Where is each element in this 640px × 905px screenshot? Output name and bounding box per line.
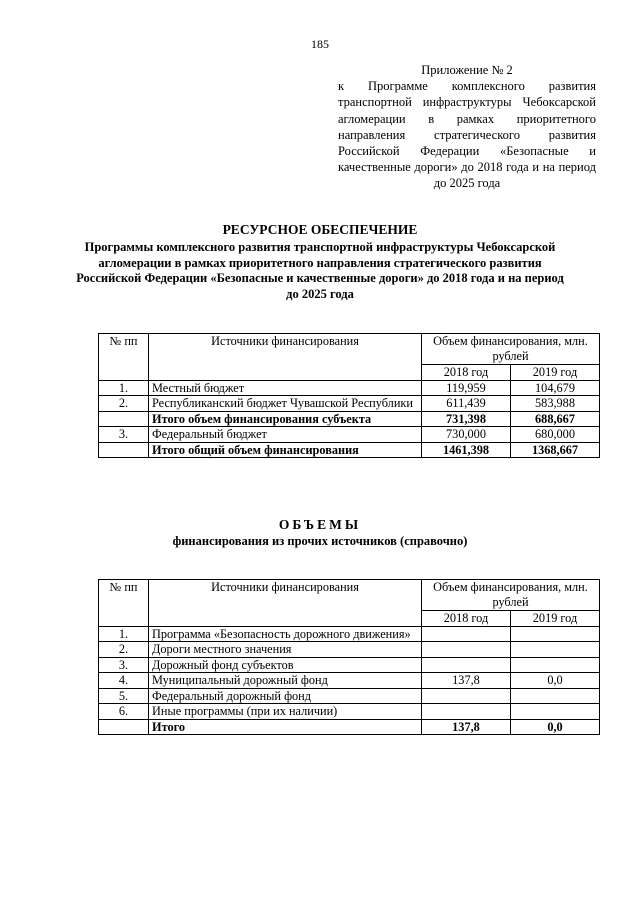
- value-2019-cell: [511, 657, 600, 673]
- value-2019-cell: 583,988: [511, 396, 600, 412]
- row-number-cell: 2.: [99, 642, 149, 658]
- table1-subtitle: Программы комплексного развития транспортной инфраструктуры Чебоксарской агломерации в рамках приоритетного направления стратегического развития Российской Федерации «Безопасные и качественные дороги» до 2018 года и на период до 2025 года: [76, 240, 564, 301]
- table-row: [99, 380, 600, 396]
- table-row: [99, 626, 600, 642]
- table-header-row: [99, 580, 600, 611]
- value-2018-cell: 731,398: [422, 411, 511, 427]
- value-2018-cell: 1461,398: [422, 442, 511, 458]
- value-2019-cell: 680,000: [511, 427, 600, 443]
- value-2019-cell: 0,0: [511, 673, 600, 689]
- source-cell: Местный бюджет: [149, 380, 422, 396]
- table-header-row: [99, 334, 600, 365]
- value-2019-cell: 104,679: [511, 380, 600, 396]
- value-2018-cell: 137,8: [422, 719, 511, 735]
- source-cell: Итого объем финансирования субъекта: [149, 411, 422, 427]
- row-number-cell: 2.: [99, 396, 149, 412]
- row-number-cell: [99, 442, 149, 458]
- page-number: 185: [311, 37, 329, 51]
- resource-table-body: [99, 334, 600, 458]
- value-2019-cell: 0,0: [511, 719, 600, 735]
- value-2019-cell: [511, 626, 600, 642]
- row-number-cell: 5.: [99, 688, 149, 704]
- row-number-cell: 6.: [99, 704, 149, 720]
- other-sources-table: [98, 579, 600, 735]
- value-2018-cell: 611,439: [422, 396, 511, 412]
- source-cell: Федеральный бюджет: [149, 427, 422, 443]
- resource-table: [98, 333, 600, 458]
- value-2019-cell: 1368,667: [511, 442, 600, 458]
- value-2018-cell: [422, 657, 511, 673]
- value-2018-cell: [422, 626, 511, 642]
- appendix-title: Приложение № 2: [421, 63, 513, 77]
- source-cell: Федеральный дорожный фонд: [149, 688, 422, 704]
- value-2019-cell: [511, 704, 600, 720]
- col-header-num: № пп: [99, 580, 149, 627]
- table-row: [99, 673, 600, 689]
- value-2019-cell: [511, 642, 600, 658]
- source-cell: Дорожный фонд субъектов: [149, 657, 422, 673]
- col-header-volume: Объем финансирования, млн. рублей: [422, 580, 600, 611]
- table-row: [99, 719, 600, 735]
- table-row: [99, 688, 600, 704]
- row-number-cell: 1.: [99, 626, 149, 642]
- source-cell: Итого общий объем финансирования: [149, 442, 422, 458]
- source-cell: Программа «Безопасность дорожного движения»: [149, 626, 422, 642]
- source-cell: Муниципальный дорожный фонд: [149, 673, 422, 689]
- table-row: [99, 657, 600, 673]
- appendix-note: [338, 62, 596, 192]
- row-number-cell: 3.: [99, 657, 149, 673]
- col-header-volume: Объем финансирования, млн. рублей: [422, 334, 600, 365]
- appendix-body: к Программе комплексного развития транспортной инфраструктуры Чебоксарской агломерации в рамках приоритетного направления стратегического развития Российской Федерации «Безопасные и качественные дороги» до 2018 года и на период до 2025 года: [338, 79, 596, 191]
- value-2018-cell: [422, 642, 511, 658]
- col-header-num: № пп: [99, 334, 149, 381]
- table-row: [99, 411, 600, 427]
- col-header-source: Источники финансирования: [149, 334, 422, 381]
- col-header-source: Источники финансирования: [149, 580, 422, 627]
- row-number-cell: 3.: [99, 427, 149, 443]
- col-header-2019: 2019 год: [511, 611, 600, 627]
- source-cell: Республиканский бюджет Чувашской Республики: [149, 396, 422, 412]
- table-row: [99, 427, 600, 443]
- table1-title: РЕСУРСНОЕ ОБЕСПЕЧЕНИЕ: [222, 222, 418, 237]
- row-number-cell: [99, 411, 149, 427]
- value-2019-cell: 688,667: [511, 411, 600, 427]
- source-cell: Итого: [149, 719, 422, 735]
- col-header-2019: 2019 год: [511, 365, 600, 381]
- table2-subtitle: финансирования из прочих источников (справочно): [172, 534, 468, 548]
- row-number-cell: 4.: [99, 673, 149, 689]
- value-2018-cell: [422, 688, 511, 704]
- table-row: [99, 442, 600, 458]
- value-2018-cell: 137,8: [422, 673, 511, 689]
- table-row: [99, 642, 600, 658]
- row-number-cell: 1.: [99, 380, 149, 396]
- table-row: [99, 704, 600, 720]
- col-header-2018: 2018 год: [422, 611, 511, 627]
- row-number-cell: [99, 719, 149, 735]
- col-header-2018: 2018 год: [422, 365, 511, 381]
- other-sources-table-body: [99, 580, 600, 735]
- value-2018-cell: 730,000: [422, 427, 511, 443]
- source-cell: Иные программы (при их наличии): [149, 704, 422, 720]
- source-cell: Дороги местного значения: [149, 642, 422, 658]
- table2-title: ОБЪЕМЫ: [278, 517, 362, 532]
- value-2018-cell: 119,959: [422, 380, 511, 396]
- value-2019-cell: [511, 688, 600, 704]
- table-row: [99, 396, 600, 412]
- value-2018-cell: [422, 704, 511, 720]
